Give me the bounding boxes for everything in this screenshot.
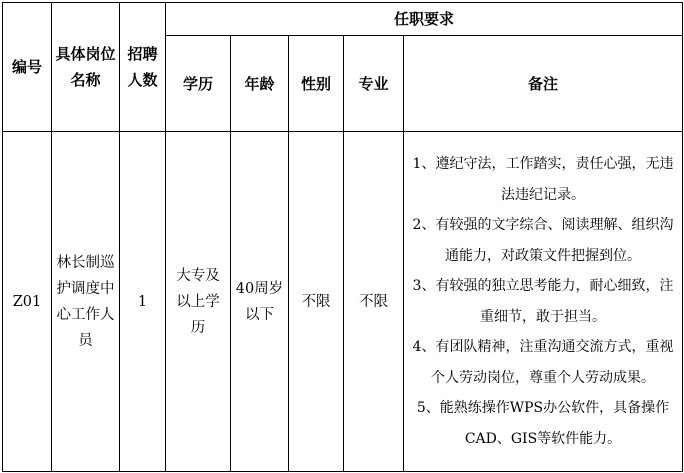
table-row (3, 132, 683, 472)
cell-age (231, 132, 289, 472)
cell-position (52, 132, 120, 472)
header-notes: 备注 (404, 36, 683, 132)
header-major: 专业 (344, 36, 404, 132)
cell-major: 不限 (344, 132, 404, 472)
header-position-line2: 名称 (70, 71, 101, 89)
header-row-top (3, 3, 683, 36)
header-position-line1: 具体岗位 (55, 45, 116, 63)
note-item-2: 2、有较强的文字综合、阅读理解、组织沟通能力，对政策文件把握到位。 (412, 217, 674, 264)
note-item-4: 4、有团队精神，注重沟通交流方式，重视个人劳动岗位，尊重个人劳动成果。 (412, 339, 674, 386)
note-item-1: 1、遵纪守法，工作踏实，责任心强，无违法违纪记录。 (412, 156, 674, 203)
cell-gender: 不限 (289, 132, 344, 472)
cell-count: 1 (120, 132, 166, 472)
header-position (52, 3, 120, 132)
cell-notes (404, 132, 683, 472)
cell-education-text: 大专及以上学历 (176, 267, 220, 336)
note-item-5: 5、能熟练操作WPS办公软件，具备操作CAD、GIS等软件能力。 (416, 400, 670, 447)
header-requirements: 任职要求 (166, 3, 683, 36)
header-gender: 性别 (289, 36, 344, 132)
header-id: 编号 (3, 3, 52, 132)
header-count (120, 3, 166, 132)
cell-education (166, 132, 231, 472)
cell-id: Z01 (3, 132, 52, 472)
header-count-line1: 招聘 (127, 45, 158, 63)
cell-age-text: 40周岁以下 (235, 280, 284, 323)
header-count-line2: 人数 (127, 71, 158, 89)
header-age: 年龄 (231, 36, 289, 132)
cell-position-text: 林长制巡护调度中心工作人员 (56, 254, 115, 349)
recruitment-table (2, 2, 683, 472)
header-education: 学历 (166, 36, 231, 132)
note-item-3: 3、有较强的独立思考能力，耐心细致，注重细节，敢于担当。 (412, 278, 674, 325)
